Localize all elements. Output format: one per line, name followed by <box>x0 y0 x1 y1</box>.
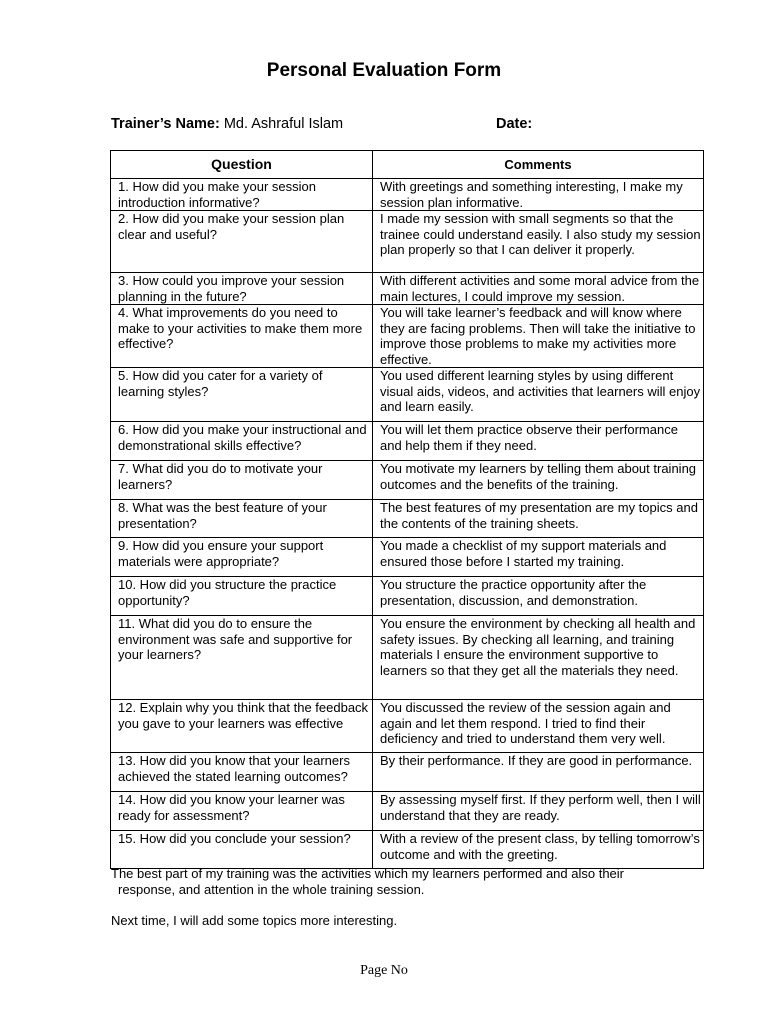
trainer-name-line <box>111 116 343 132</box>
comment-cell: You used different learning styles by using different visual aids, videos, and activities that learners will enjoy and learn easily. <box>373 368 704 422</box>
question-cell: 14. How did you know your learner was ready for assessment? <box>111 792 373 831</box>
comment-cell: I made my session with small segments so that the trainee could understand easily. I also study my session plan properly so that I can deliver it properly. <box>373 211 704 273</box>
question-cell: 10. How did you structure the practice opportunity? <box>111 577 373 616</box>
comment-cell: You made a checklist of my support materials and ensured those before I started my training. <box>373 538 704 577</box>
form-title: Personal Evaluation Form <box>266 60 502 81</box>
comment-cell: By assessing myself first. If they perform well, then I will understand that they are ready. <box>373 792 704 831</box>
comment-cell: The best features of my presentation are my topics and the contents of the training sheets. <box>373 500 704 538</box>
comments-header: Comments <box>373 151 704 179</box>
table-row <box>111 211 704 273</box>
table-row <box>111 700 704 753</box>
question-cell: 9. How did you ensure your support materials were appropriate? <box>111 538 373 577</box>
comment-cell: You ensure the environment by checking all health and safety issues. By checking all learning, and training materials I ensure the environment supportive to learners so that they get all the materials they need. <box>373 616 704 700</box>
table-row <box>111 753 704 792</box>
table-row <box>111 792 704 831</box>
comment-cell: You will take learner’s feedback and will know where they are facing problems. Then will take the initiative to improve those problems to make my activities more effective. <box>373 305 704 368</box>
trainer-name-value: Md. Ashraful Islam <box>223 116 344 132</box>
question-cell: 3. How could you improve your session planning in the future? <box>111 273 373 305</box>
table-row <box>111 461 704 500</box>
next-time-paragraph: Next time, I will add some topics more interesting. <box>111 913 398 928</box>
question-cell: 4. What improvements do you need to make to your activities to make them more effective? <box>111 305 373 368</box>
question-cell: 2. How did you make your session plan clear and useful? <box>111 211 373 273</box>
comment-cell: You structure the practice opportunity after the presentation, discussion, and demonstration. <box>373 577 704 616</box>
page-number: Page No <box>360 963 408 978</box>
comment-cell: You discussed the review of the session again and again and let them respond. I tried to find their deficiency and tried to understand them very well. <box>373 700 704 753</box>
comment-cell: With a review of the present class, by telling tomorrow’s outcome and with the greeting. <box>373 831 704 869</box>
question-cell: 6. How did you make your instructional and demonstrational skills effective? <box>111 422 373 461</box>
trainer-name-label: Trainer’s Name: <box>111 116 220 132</box>
evaluation-table <box>110 150 704 869</box>
table-row <box>111 273 704 305</box>
table-row <box>111 368 704 422</box>
question-cell: 7. What did you do to motivate your learners? <box>111 461 373 500</box>
summary-line-1: The best part of my training was the activities which my learners performed and also their <box>111 866 625 881</box>
comment-cell: You will let them practice observe their performance and help them if they need. <box>373 422 704 461</box>
table-row <box>111 577 704 616</box>
question-cell: 11. What did you do to ensure the environment was safe and supportive for your learners? <box>111 616 373 700</box>
comment-cell: By their performance. If they are good in performance. <box>373 753 704 792</box>
table-row <box>111 305 704 368</box>
table-row <box>111 831 704 869</box>
question-header: Question <box>111 151 373 179</box>
comment-cell: With different activities and some moral advice from the main lectures, I could improve my session. <box>373 273 704 305</box>
question-cell: 13. How did you know that your learners achieved the stated learning outcomes? <box>111 753 373 792</box>
table-row <box>111 538 704 577</box>
table-header-row <box>111 151 704 179</box>
table-row <box>111 422 704 461</box>
question-cell: 5. How did you cater for a variety of learning styles? <box>111 368 373 422</box>
summary-line-2: response, and attention in the whole training session. <box>118 882 425 897</box>
comment-cell: With greetings and something interesting, I make my session plan informative. <box>373 179 704 211</box>
date-label: Date: <box>496 116 533 132</box>
comment-cell: You motivate my learners by telling them about training outcomes and the benefits of the training. <box>373 461 704 500</box>
table-row <box>111 500 704 538</box>
table-row <box>111 179 704 211</box>
question-cell: 1. How did you make your session introduction informative? <box>111 179 373 211</box>
question-cell: 15. How did you conclude your session? <box>111 831 373 869</box>
question-cell: 12. Explain why you think that the feedback you gave to your learners was effective <box>111 700 373 753</box>
table-row <box>111 616 704 700</box>
question-cell: 8. What was the best feature of your presentation? <box>111 500 373 538</box>
summary-paragraph <box>111 866 711 898</box>
